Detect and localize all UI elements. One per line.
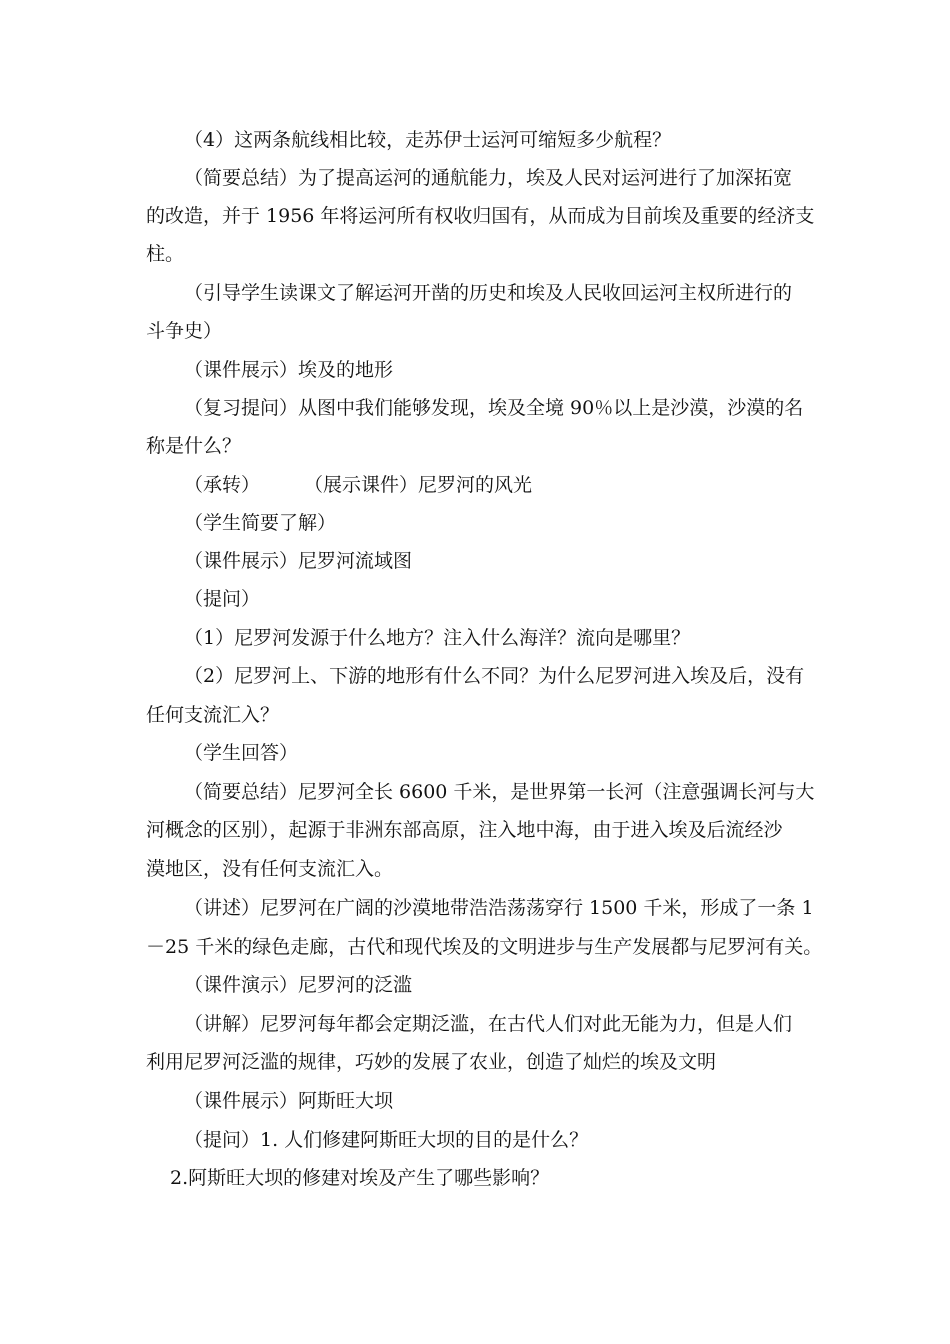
paragraph-line: 斗争史） <box>146 320 223 342</box>
paragraph-line: 利用尼罗河泛滥的规律，巧妙的发展了农业，创造了灿烂的埃及文明 <box>146 1051 717 1073</box>
paragraph-line <box>184 473 854 497</box>
paragraph-line: 河概念的区别），起源于非洲东部高原，注入地中海，由于进入埃及后流经沙 <box>146 819 783 841</box>
transition-label: （承转） <box>184 474 261 496</box>
courseware-label: （展示课件）尼罗河的风光 <box>304 474 533 496</box>
paragraph-line: （讲述）尼罗河在广阔的沙漠地带浩浩荡荡穿行 1500 千米，形成了一条 1 <box>184 897 814 919</box>
paragraph-line: －25 千米的绿色走廊，古代和现代埃及的文明进步与生产发展都与尼罗河有关。 <box>146 936 823 958</box>
paragraph-line: （复习提问）从图中我们能够发现，埃及全境 90％以上是沙漠，沙漠的名 <box>184 397 804 419</box>
paragraph-line: （1）尼罗河发源于什么地方？注入什么海洋？流向是哪里？ <box>184 627 691 649</box>
paragraph-line: （2）尼罗河上、下游的地形有什么不同？为什么尼罗河进入埃及后，没有 <box>184 665 805 687</box>
paragraph-line: （简要总结）尼罗河全长 6600 千米，是世界第一长河（注意强调长河与大 <box>184 781 815 803</box>
paragraph-line: 任何支流汇入？ <box>146 704 280 726</box>
paragraph-line: （课件展示）埃及的地形 <box>184 359 394 381</box>
paragraph-line: （讲解）尼罗河每年都会定期泛滥，在古代人们对此无能为力，但是人们 <box>184 1013 793 1035</box>
paragraph-line: 柱。 <box>146 243 185 265</box>
paragraph-line: （学生回答） <box>184 742 299 764</box>
paragraph-line: （课件展示）阿斯旺大坝 <box>184 1090 394 1112</box>
paragraph-line: 称是什么？ <box>146 435 242 457</box>
paragraph-line: 2.阿斯旺大坝的修建对埃及产生了哪些影响？ <box>170 1167 550 1189</box>
paragraph-line: 漠地区，没有任何支流汇入。 <box>146 858 394 880</box>
paragraph-line: （提问）1. 人们修建阿斯旺大坝的目的是什么？ <box>184 1129 589 1151</box>
paragraph-line: （提问） <box>184 588 261 610</box>
paragraph-line: 的改造，并于 1956 年将运河所有权收归国有，从而成为目前埃及重要的经济支 <box>146 205 815 227</box>
paragraph-line: （简要总结）为了提高运河的通航能力，埃及人民对运河进行了加深拓宽 <box>184 167 793 189</box>
paragraph-line: （引导学生读课文了解运河开凿的历史和埃及人民收回运河主权所进行的 <box>184 282 793 304</box>
paragraph-line: （学生简要了解） <box>184 512 337 534</box>
paragraph-line: （课件演示）尼罗河的泛滥 <box>184 974 413 996</box>
paragraph-line: （4）这两条航线相比较，走苏伊士运河可缩短多少航程？ <box>184 129 672 151</box>
paragraph-line: （课件展示）尼罗河流域图 <box>184 550 413 572</box>
